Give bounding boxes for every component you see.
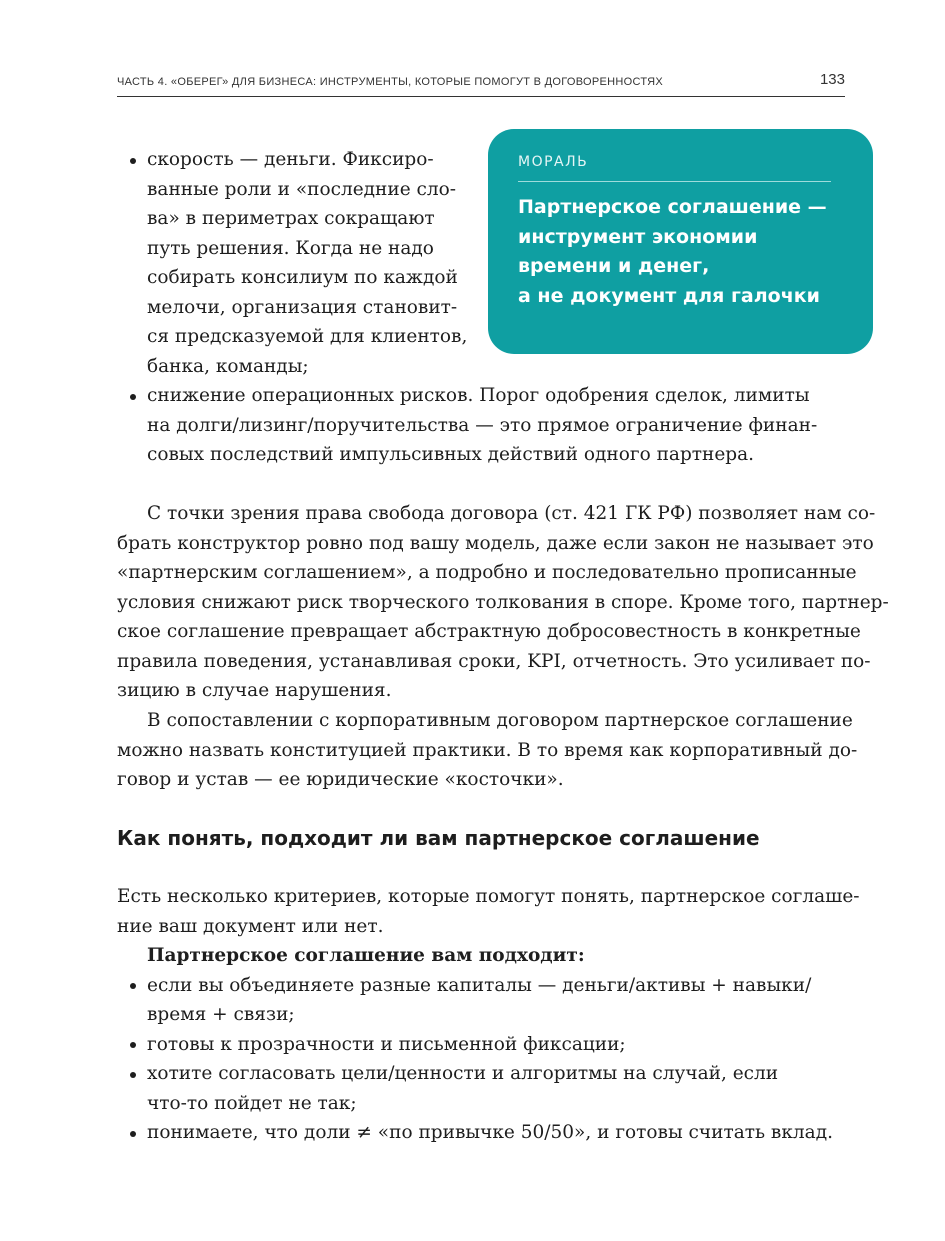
text-line: «партнерским соглашением», а подробно и последовательно прописанные	[117, 562, 857, 583]
text-line: если вы объединяете разные капиталы — деньги/активы + навыки/	[147, 974, 812, 996]
text-line: условия снижают риск творческого толкования в споре. Кроме того, партнер-	[117, 591, 889, 613]
text-line: скорость — деньги. Фиксиро-	[147, 149, 434, 170]
callout-line: инструмент экономии	[518, 225, 758, 248]
text-line: брать конструктор ровно под вашу модель, даже если закон не называет это	[117, 532, 874, 554]
text-line: на долги/лизинг/поручительства — это прямое ограничение финан-	[147, 414, 818, 436]
running-header	[117, 70, 845, 97]
section-heading: Как понять, подходит ли вам партнерское соглашение	[117, 826, 760, 850]
text-line: правила поведения, устанавливая сроки, KPI, отчетность. Это усиливает по-	[117, 650, 871, 672]
text-line: понимаете, что доли ≠ «по привычке 50/50», и готовы считать вклад.	[147, 1122, 833, 1143]
text-line: банка, команды;	[147, 355, 309, 377]
text-line: ва» в периметрах сокращают	[147, 208, 435, 229]
running-title: ЧАСТЬ 4. «ОБЕРЕГ» ДЛЯ БИЗНЕСА: ИНСТРУМЕНТЫ, КОТОРЫЕ ПОМОГУТ В ДОГОВОРЕННОСТЯХ	[117, 76, 664, 88]
bullet-dot	[130, 1072, 136, 1078]
text-line: говор и устав — ее юридические «косточки».	[117, 769, 564, 790]
bullet-dot	[130, 1042, 136, 1048]
text-line: собирать консилиум по каждой	[147, 267, 458, 288]
text-line: ся предсказуемой для клиентов,	[147, 326, 468, 347]
callout-line: Партнерское соглашение —	[518, 196, 827, 218]
bullet-dot	[130, 394, 136, 400]
text-line: что-то пойдет не так;	[147, 1092, 357, 1114]
text-line: В сопоставлении с корпоративным договором партнерское соглашение	[147, 710, 853, 731]
text-line: хотите согласовать цели/ценности и алгоритмы на случай, если	[147, 1063, 779, 1084]
page-number: 133	[819, 71, 845, 88]
text-line: зицию в случае нарушения.	[117, 680, 392, 701]
text-line: время + связи;	[147, 1004, 295, 1025]
text-line: мелочи, организация становит-	[147, 296, 458, 318]
text-line: С точки зрения права свобода договора (ст. 421 ГК РФ) позволяет нам со-	[147, 503, 876, 524]
moral-callout	[488, 129, 873, 354]
callout-line: а не документ для галочки	[518, 284, 820, 307]
callout-line: времени и денег,	[518, 255, 710, 277]
bullet-dot	[130, 983, 136, 989]
callout-divider	[518, 181, 831, 182]
text-line: путь решения. Когда не надо	[147, 237, 434, 259]
text-line: можно назвать конституцией практики. В то время как корпоративный до-	[117, 739, 858, 761]
text-line: снижение операционных рисков. Порог одобрения сделок, лимиты	[147, 385, 810, 406]
callout-label: МОРАЛЬ	[518, 154, 589, 170]
text-line: Есть несколько критериев, которые помогут понять, партнерское соглаше-	[117, 886, 860, 907]
text-line: готовы к прозрачности и письменной фиксации;	[147, 1033, 626, 1055]
text-line: ние ваш документ или нет.	[117, 915, 384, 937]
bullet-dot	[130, 1131, 136, 1137]
bullet-dot	[130, 158, 136, 164]
text-line: ское соглашение превращает абстрактную добросовестность в конкретные	[117, 621, 861, 642]
text-line: ванные роли и «последние сло-	[147, 178, 457, 200]
text-line: совых последствий импульсивных действий одного партнера.	[147, 444, 755, 465]
subheading: Партнерское соглашение вам подходит:	[147, 945, 585, 966]
